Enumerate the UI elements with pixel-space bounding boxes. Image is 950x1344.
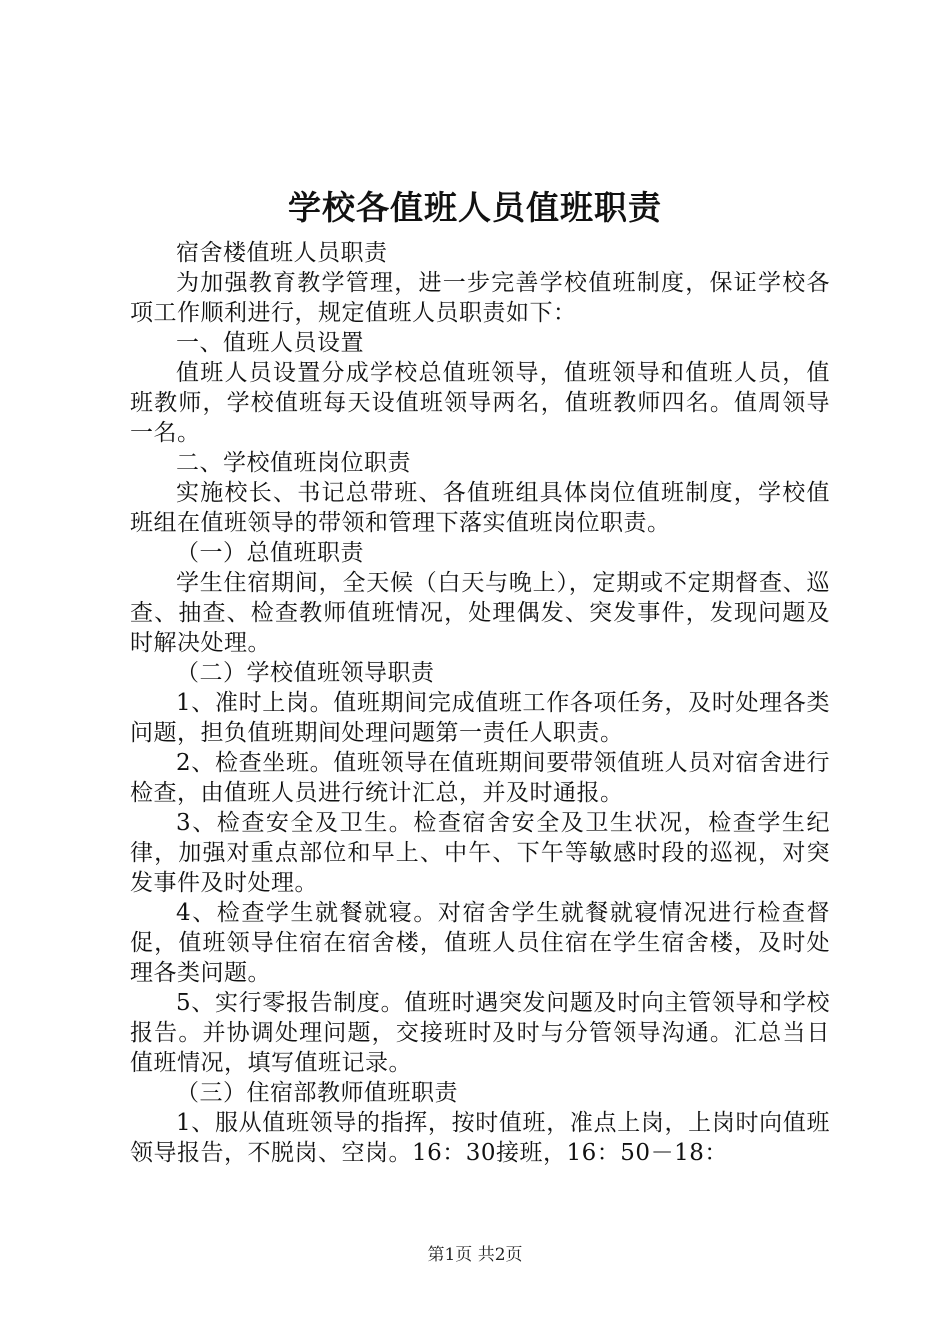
intro-paragraph: 为加强教育教学管理，进一步完善学校值班制度，保证学校各项工作顺利进行，规定值班人员职责如下： <box>130 270 830 326</box>
leader-duty-item-3: 3、检查安全及卫生。检查宿舍安全及卫生状况，检查学生纪律，加强对重点部位和早上、中午、下午等敏感时段的巡视，对突发事件及时处理。 <box>130 810 830 896</box>
section-heading-dorm-duty: 宿舍楼值班人员职责 <box>176 240 388 266</box>
post-duties-paragraph: 实施校长、书记总带班、各值班组具体岗位值班制度，学校值班组在值班领导的带领和管理下落实值班岗位职责。 <box>130 480 830 536</box>
section-heading-staff-setup: 一、值班人员设置 <box>176 330 364 356</box>
document-title: 学校各值班人员值班职责 <box>288 188 662 227</box>
subheading-general-duty: （一）总值班职责 <box>176 540 364 566</box>
teacher-duty-item-1: 1、服从值班领导的指挥，按时值班，准点上岗，上岗时向值班领导报告，不脱岗、空岗。16：30接班，16：50－18： <box>130 1110 830 1166</box>
section-heading-post-duties: 二、学校值班岗位职责 <box>176 450 411 476</box>
leader-duty-item-1: 1、准时上岗。值班期间完成值班工作各项任务，及时处理各类问题，担负值班期间处理问题第一责任人职责。 <box>130 690 830 746</box>
leader-duty-item-4: 4、检查学生就餐就寝。对宿舍学生就餐就寝情况进行检查督促，值班领导住宿在宿舍楼，值班人员住宿在学生宿舍楼，及时处理各类问题。 <box>130 900 830 986</box>
general-duty-paragraph: 学生住宿期间，全天候（白天与晚上），定期或不定期督查、巡查、抽查、检查教师值班情况，处理偶发、突发事件，发现问题及时解决处理。 <box>130 570 830 656</box>
subheading-leader-duty: （二）学校值班领导职责 <box>176 660 435 686</box>
document-body <box>130 238 830 1168</box>
leader-duty-item-5: 5、实行零报告制度。值班时遇突发问题及时向主管领导和学校报告。并协调处理问题，交接班时及时与分管领导沟通。汇总当日值班情况，填写值班记录。 <box>130 990 830 1076</box>
subheading-teacher-duty: （三）住宿部教师值班职责 <box>176 1080 458 1106</box>
page-footer: 第1页 共2页 <box>427 1245 523 1265</box>
staff-setup-paragraph: 值班人员设置分成学校总值班领导，值班领导和值班人员，值班教师，学校值班每天设值班领导两名，值班教师四名。值周领导一名。 <box>130 360 830 446</box>
leader-duty-item-2: 2、检查坐班。值班领导在值班期间要带领值班人员对宿舍进行检查，由值班人员进行统计汇总，并及时通报。 <box>130 750 830 806</box>
